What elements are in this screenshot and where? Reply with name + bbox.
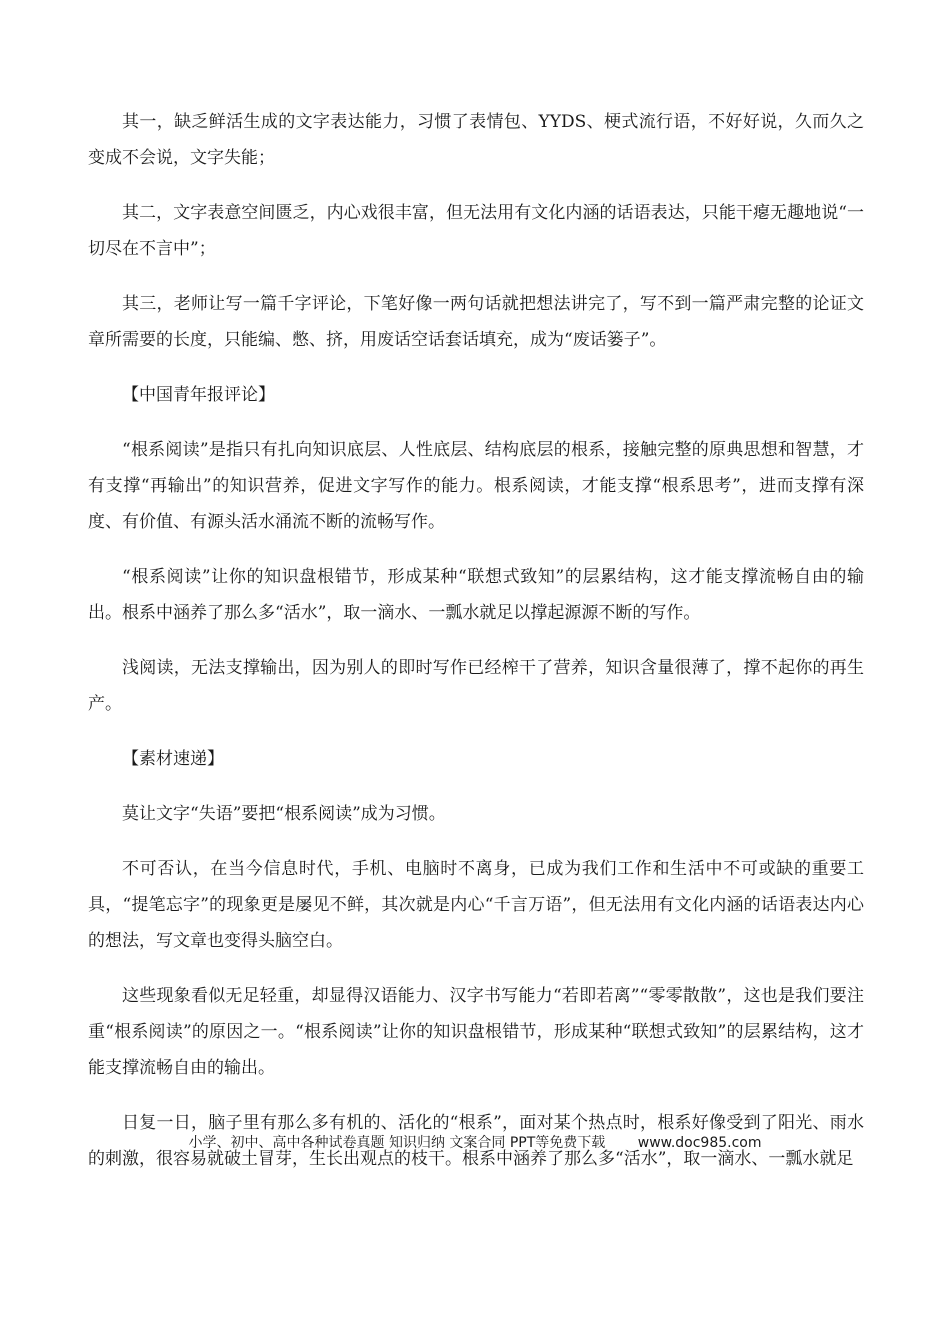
section-heading-materials: 【素材速递】 xyxy=(122,749,224,769)
section-heading-commentary: 【中国青年报评论】 xyxy=(122,385,275,405)
footer-site-link[interactable]: www.doc985.com xyxy=(637,1135,762,1151)
paragraph-11: 这些现象看似无足轻重，却显得汉语能力、汉字书写能力“若即若离”“零零散散”，这也是我们要注重“根系阅读”的原因之一。“根系阅读”让你的知识盘根错节，形成某种“联想式致知”的层累结构，这才能支撑流畅自由的输出。 xyxy=(88,986,864,1078)
document-body xyxy=(88,104,864,1196)
paragraph-7: 浅阅读，无法支撑输出，因为别人的即时写作已经榨干了营养，知识含量很薄了，撑不起你的再生产。 xyxy=(88,658,864,714)
paragraph-6: “根系阅读”让你的知识盘根错节，形成某种“联想式致知”的层累结构，这才能支撑流畅自由的输出。根系中涵养了那么多“活水”，取一滴水、一瓢水就足以撑起源源不断的写作。 xyxy=(88,567,864,623)
page-footer xyxy=(0,1132,950,1152)
paragraph-12: 日复一日，脑子里有那么多有机的、活化的“根系”，面对某个热点时，根系好像受到了阳光、雨水的刺激，很容易就破土冒芽，生长出观点的枝干。根系中涵养了那么多“活水”，取一滴水、一瓢水就足 xyxy=(88,1113,864,1169)
footer-text: 小学、初中、高中各种试卷真题 知识归纳 文案合同 PPT等免费下载 xyxy=(188,1135,606,1151)
paragraph-2: 其二，文字表意空间匮乏，内心戏很丰富，但无法用有文化内涵的话语表达，只能干瘪无趣地说“一切尽在不言中”； xyxy=(88,203,864,259)
paragraph-10: 不可否认，在当今信息时代，手机、电脑时不离身，已成为我们工作和生活中不可或缺的重要工具，“提笔忘字”的现象更是屡见不鲜，其次就是内心“千言万语”，但无法用有文化内涵的话语表达内心的想法，写文章也变得头脑空白。 xyxy=(88,859,864,951)
paragraph-5: “根系阅读”是指只有扎向知识底层、人性底层、结构底层的根系，接触完整的原典思想和智慧，才有支撑“再输出”的知识营养，促进文字写作的能力。根系阅读，才能支撑“根系思考”，进而支撑有深度、有价值、有源头活水涌流不断的流畅写作。 xyxy=(88,440,864,532)
paragraph-1: 其一，缺乏鲜活生成的文字表达能力，习惯了表情包、YYDS、梗式流行语，不好好说，久而久之变成不会说，文字失能； xyxy=(88,112,864,168)
paragraph-9: 莫让文字“失语”要把“根系阅读”成为习惯。 xyxy=(122,804,446,824)
paragraph-3: 其三，老师让写一篇千字评论，下笔好像一两句话就把想法讲完了，写不到一篇严肃完整的论证文章所需要的长度，只能编、憋、挤，用废话空话套话填充，成为“废话篓子”。 xyxy=(88,294,864,350)
